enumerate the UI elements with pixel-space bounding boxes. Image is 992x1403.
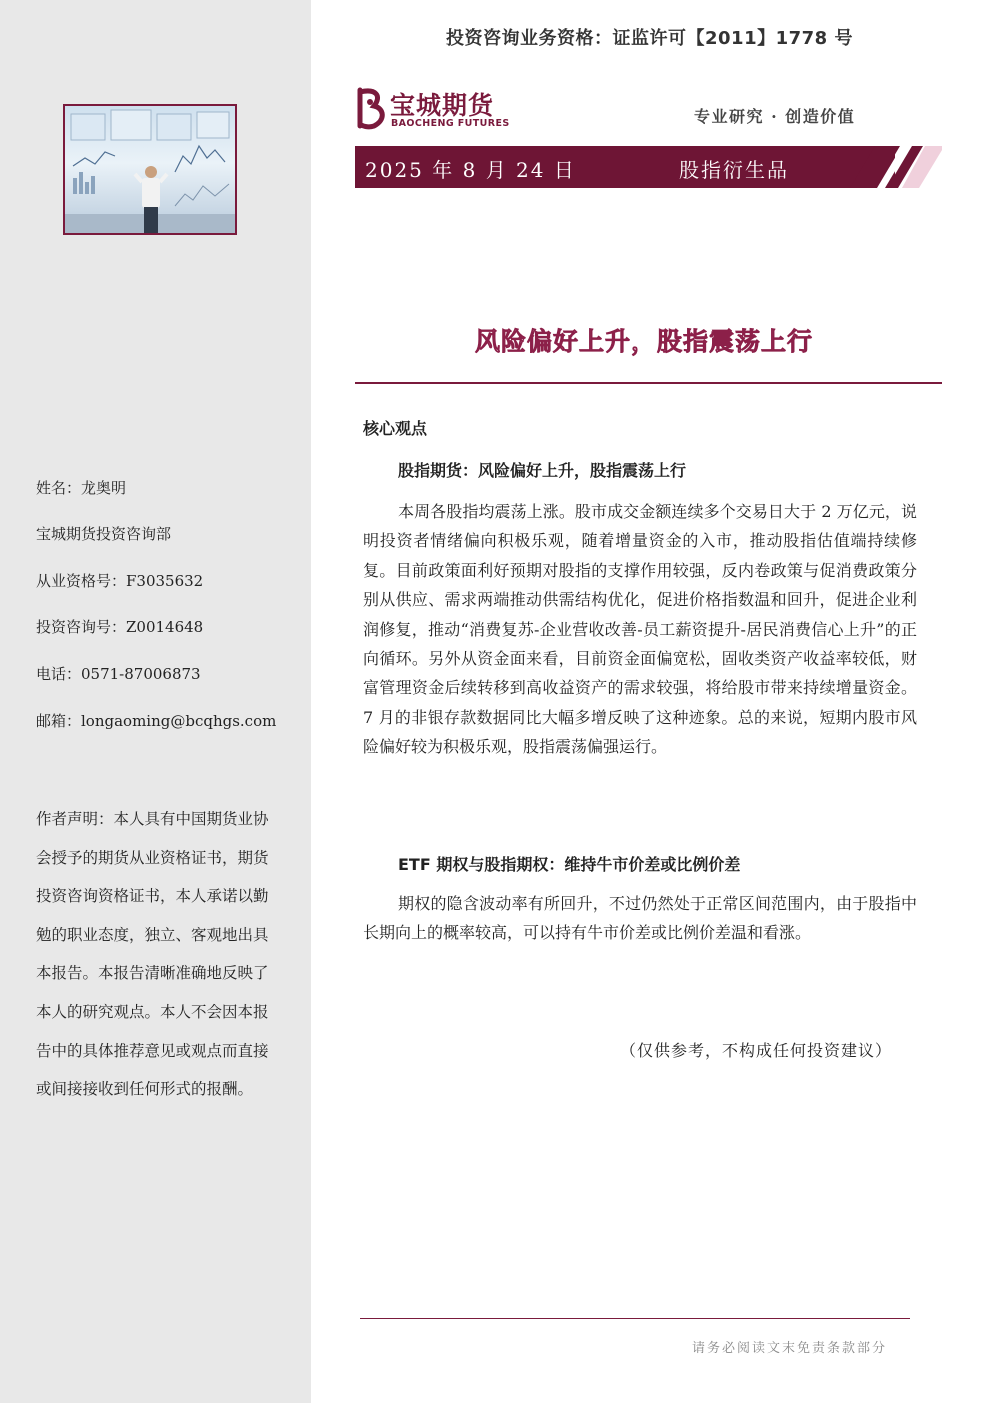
report-category: 股指衍生品 xyxy=(679,158,789,182)
date-banner xyxy=(355,146,942,188)
options-section-text: 期权的隐含波动率有所回升，不过仍然处于正常区间范围内，由于股指中长期向上的概率较高，可以持有牛市价差或比例价差温和看涨。 xyxy=(363,894,917,943)
author-statement: 作者声明：本人具有中国期货业协会授予的期货从业资格证书，期货投资咨询资格证书，本人承诺以勤勉的职业态度，独立、客观地出具本报告。本报告清晰准确地反映了本人的研究观点。本人不会因本报告中的具体推荐意见或观点而直接或间接接收到任何形式的报酬。 xyxy=(36,810,269,1099)
company-logo xyxy=(356,86,526,132)
department: 宝城期货投资咨询部 xyxy=(36,525,172,543)
footer-divider xyxy=(360,1318,910,1319)
cover-image xyxy=(63,104,237,235)
consulting-number: 投资咨询号：Z0014648 xyxy=(36,618,204,636)
title-divider xyxy=(355,382,942,384)
phone: 电话：0571-87006873 xyxy=(36,665,201,683)
email: 邮箱：longaoming@bcqhgs.com xyxy=(36,712,277,730)
report-title: 风险偏好上升，股指震荡上行 xyxy=(475,327,814,356)
options-section-heading: ETF 期权与股指期权：维持牛市价差或比例价差 xyxy=(398,855,741,874)
qualification-line: 投资咨询业务资格：证监许可【2011】1778 号 xyxy=(446,28,853,49)
core-view-heading: 核心观点 xyxy=(363,419,428,438)
analyst-illustration xyxy=(65,106,235,233)
qualification-number: 从业资格号：F3035632 xyxy=(36,572,204,590)
logo-icon xyxy=(356,86,388,130)
report-date: 2025 年 8 月 24 日 xyxy=(365,158,576,182)
disclaimer: （仅供参考，不构成任何投资建议） xyxy=(620,1041,893,1060)
analyst-name: 姓名：龙奥明 xyxy=(36,479,127,497)
footer-note: 请务必阅读文末免责条款部分 xyxy=(692,1341,888,1356)
slogan: 专业研究 · 创造价值 xyxy=(694,107,856,126)
sidebar xyxy=(0,0,311,1403)
futures-section-heading: 股指期货：风险偏好上升，股指震荡上行 xyxy=(398,461,687,480)
logo-chinese: 宝城期货 xyxy=(390,91,495,120)
logo-english: BAOCHENG FUTURES xyxy=(391,118,510,129)
futures-section-text: 本周各股指均震荡上涨。股市成交金额连续多个交易日大于 2 万亿元，说明投资者情绪偏向积极乐观，随着增量资金的入市，推动股指估值端持续修复。目前政策面利好预期对股指的支撑作用较强，反内卷政策与促消费政策分别从供应、需求两端推动供需结构优化，促进价格指数温和回升，促进企业利润修复，推动“消费复苏-企业营收改善-员工薪资提升-居民消费信心上升”的正向循环。另外从资金面来看，目前资金面偏宽松，固收类资产收益率较低，财富管理资金后续转移到高收益资产的需求较强，将给股市带来持续增量资金。7 月的非银存款数据同比大幅多增反映了这种迹象。总的来说，短期内股市风险偏好较为积极乐观，股指震荡偏强运行。 xyxy=(363,502,917,757)
